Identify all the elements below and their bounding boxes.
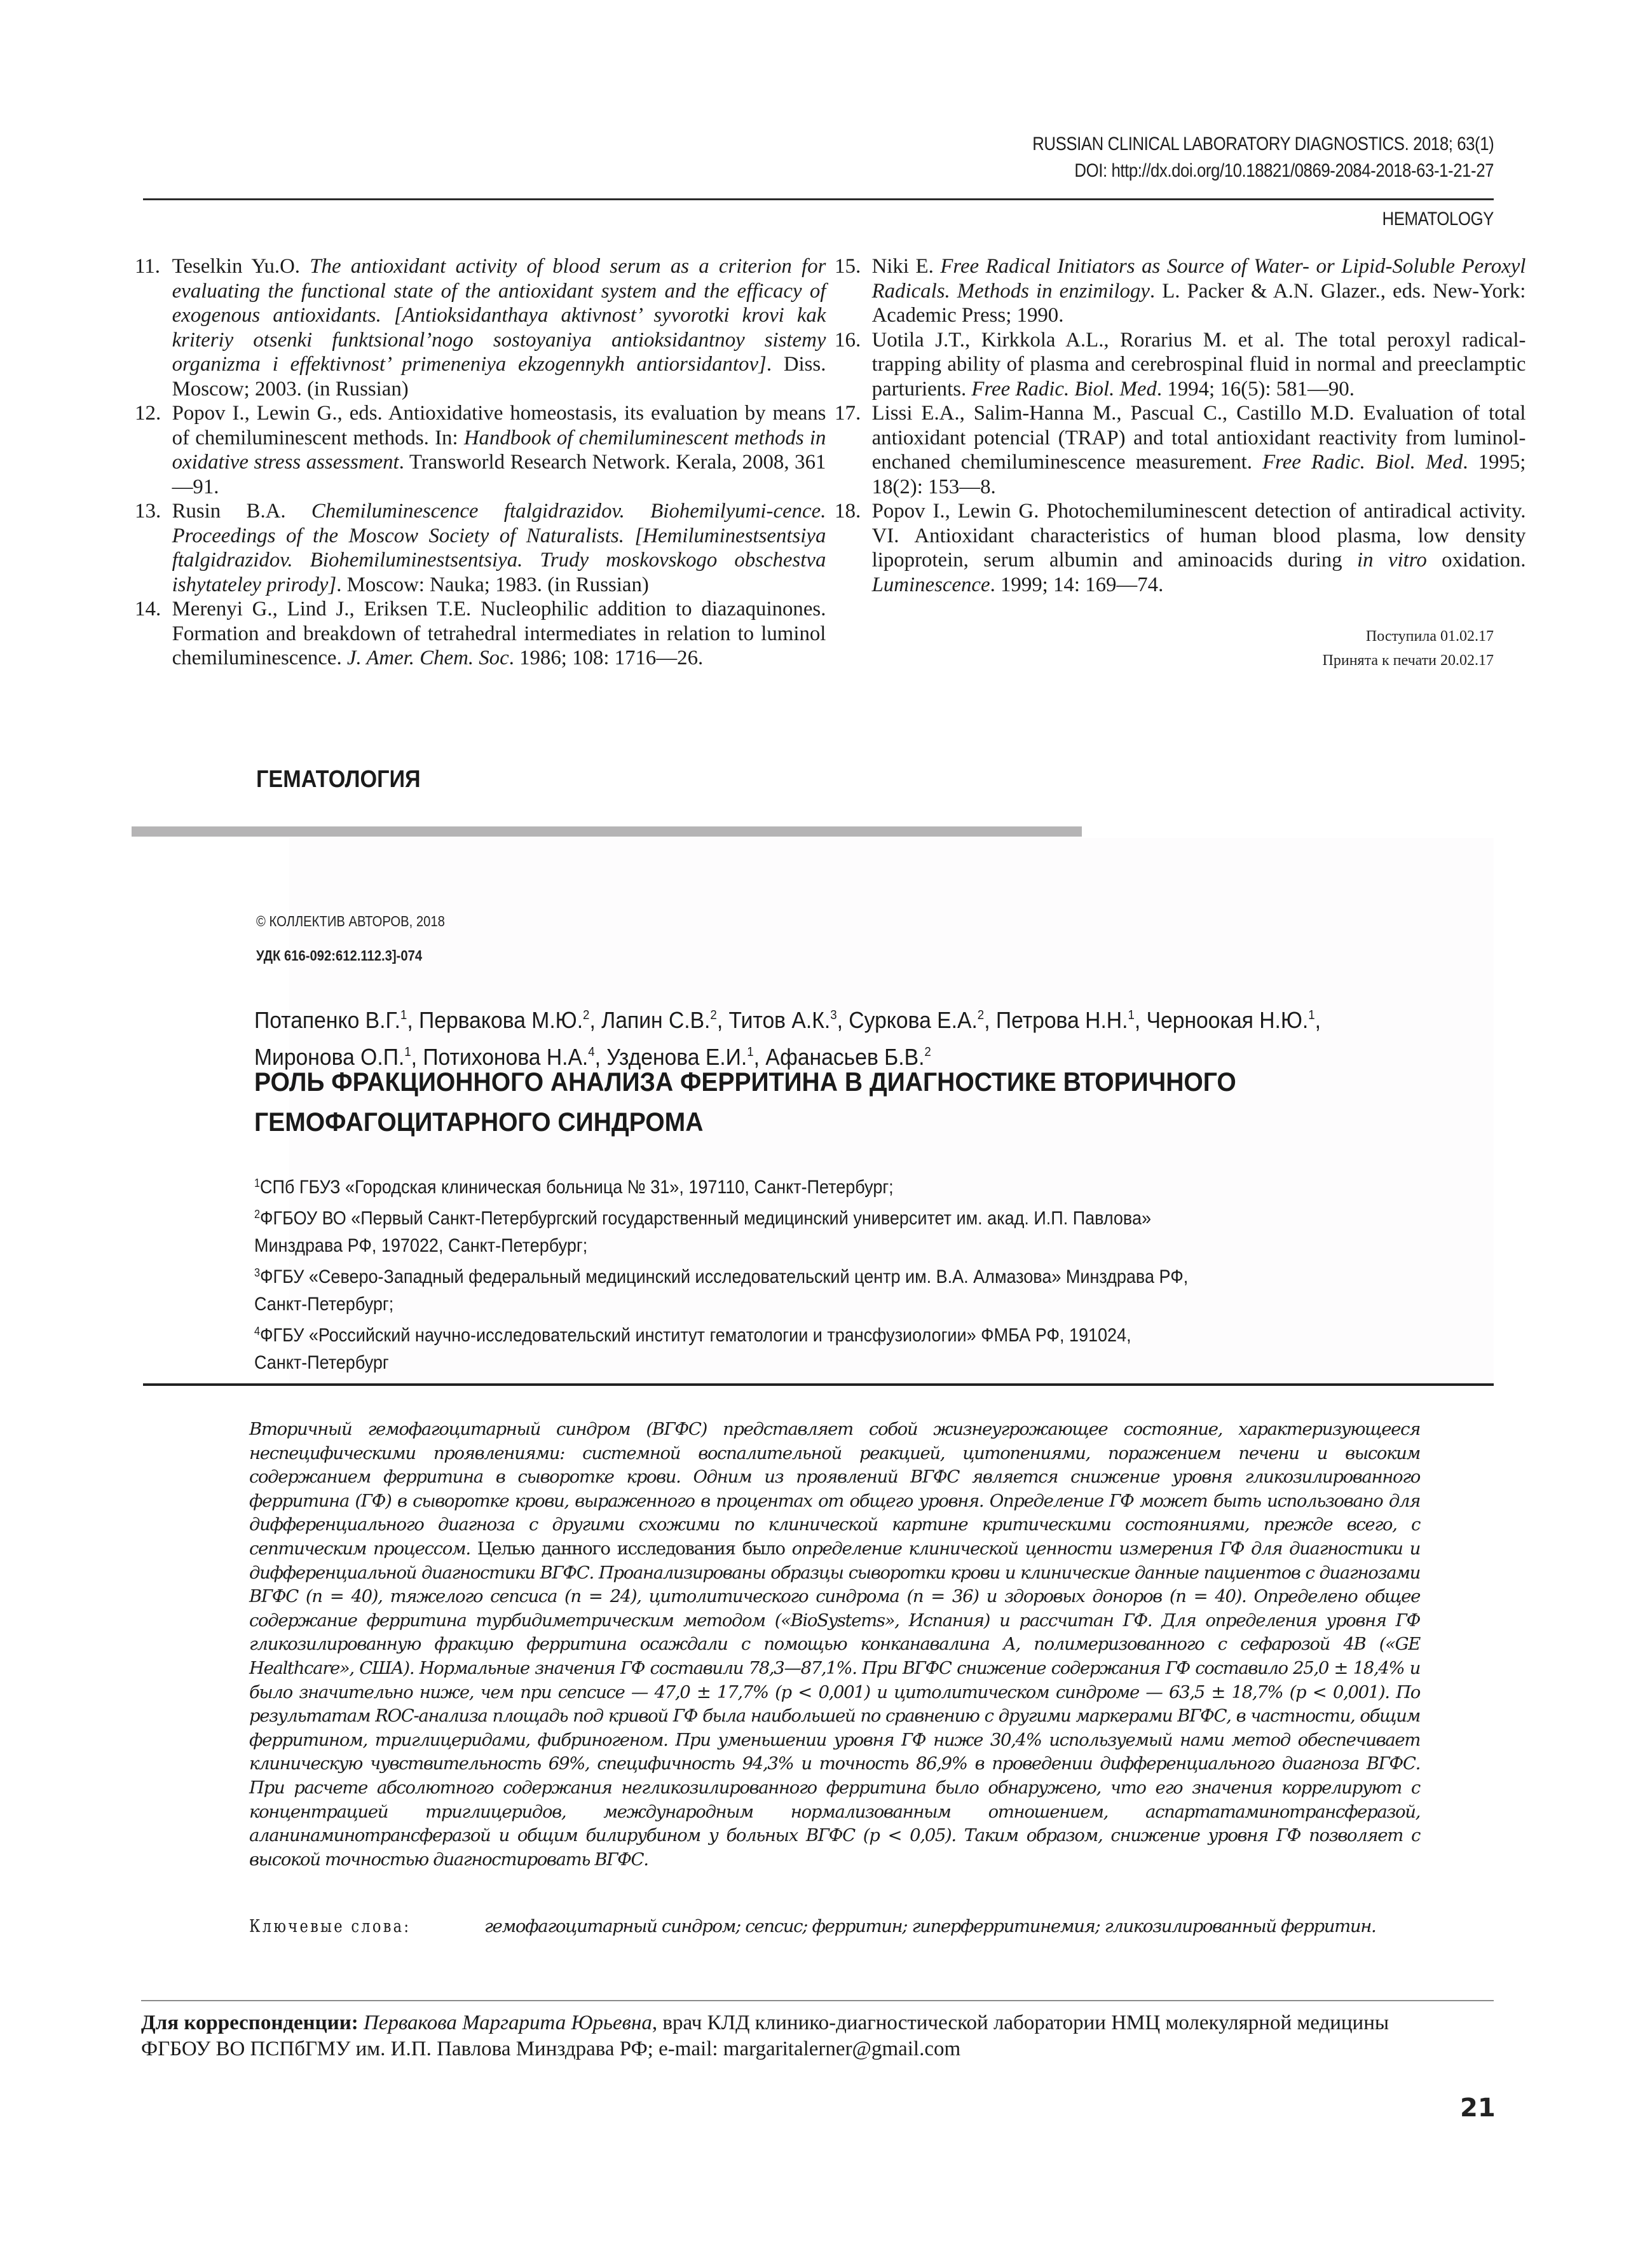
author-affiliation-index: 1 bbox=[1128, 1008, 1135, 1022]
author-affiliation-index: 1 bbox=[404, 1045, 411, 1059]
abstract bbox=[249, 1418, 1420, 1872]
copyright: © КОЛЛЕКТИВ АВТОРОВ, 2018 bbox=[256, 913, 445, 929]
section-bar bbox=[132, 826, 1082, 837]
author-affiliation-index: 2 bbox=[924, 1045, 931, 1059]
author-affiliation-index: 2 bbox=[710, 1008, 717, 1022]
accepted-date: Принята к печати 20.02.17 bbox=[1322, 652, 1494, 669]
keywords-text: гемофагоцитарный синдром; сепсис; ферритин; гиперферритинемия; гликозилированный ферритин. bbox=[484, 1916, 1376, 1936]
reference-number: 11. bbox=[135, 255, 161, 278]
reference-italic: The antioxidant activity of blood serum as a criterion for evaluating the functional state of the antioxidant system and the efficacy of exogenous antioxidants. [Antioksidanthaya aktivnost’ syvorotki krovi kak kriteriy otsenki funktsional’nogo sostoyaniya antioksidantnoy sistemy organizma i effektivnost’ primeneniya ekzogennykh antiorsidantov] bbox=[172, 255, 826, 376]
reference-plain: . 1994; 16(5): 581—90. bbox=[1156, 377, 1355, 401]
reference-number: 15. bbox=[835, 255, 861, 278]
author-separator: , bbox=[411, 1044, 423, 1070]
affiliation-text: ФГБОУ ВО «Первый Санкт-Петербургский государственный медицинский университет им. акад. И.П. Павлова» bbox=[260, 1208, 1151, 1229]
reference-italic: Chemiluminescence ftalgidrazidov. Biohemilyumi-cence. Proceedings of the Moscow Society of Naturalists. [Hemiluminestsentsiya ftalgidrazidov. Biohemiluminestsentsiya. Trudy moskovskogo obschestva ishytateley prirody] bbox=[172, 500, 826, 596]
author-affiliation-index: 1 bbox=[400, 1008, 407, 1022]
affiliation-text: ФГБУ «Северо-Западный федеральный медицинский исследовательский центр им. В.А. Алмазова» Минздрава РФ, bbox=[260, 1266, 1189, 1287]
abstract-part-3: определение клинической ценности измерения ГФ для диагностики и дифференциальной диагностики ВГФС. Проанализированы образцы сыворотки крови и клинические данные пациентов с диагнозами ВГФС (n = 40), тяжелого сепсиса (n = 24), цитолитического синдрома (n = 36) и здоровых доноров (n = 40). Определено общее содержание ферритина турбидиметрическим методом («BioSystems», Испания) и рассчитан ГФ. Для определения уровня ГФ гликозилированную фракцию ферритина осаждали с помощью конканавалина А, полимеризованного с сефарозой 4B («GE Healthcare», США). Нормальные значения ГФ составили 78,3—87,1%. При ВГФС снижение содержания ГФ составило 25,0 ± 18,4% и было значительно ниже, чем при сепсисе — 47,0 ± 17,7% (p < 0,001) и цитолитическом синдроме — 63,5 ± 18,7% (p < 0,001). По результатам ROC-анализа площадь под кривой ГФ была наибольшей по сравнению с другими маркерами ВГФС, в частности, общим ферритином, триглицеридами, фибриногеном. При уменьшении уровня ГФ ниже 30,4% используемый нами метод обеспечивает клиническую чувствительность 69%, специфичность 94,3% и точность 86,9% в проведении дифференциального диагноза ВГФС. При расчете абсолютного содержания негликозилированного ферритина было обнаружено, что его значения коррелируют с концентрацией триглицеридов, международным нормализованным отношением, аспартатаминотрансферазой, аланинаминотрансферазой и общим билирубином у больных ВГФС (p < 0,05). Таким образом, снижение уровня ГФ позволяет с высокой точностью диагностировать ВГФС. bbox=[249, 1538, 1420, 1870]
reference-item bbox=[135, 254, 828, 401]
author-name: Титов А.К. bbox=[728, 1007, 831, 1033]
reference-text bbox=[172, 254, 826, 401]
reference-item bbox=[835, 254, 1527, 328]
author-name: Черноокая Н.Ю. bbox=[1146, 1007, 1309, 1033]
reference-item bbox=[135, 499, 828, 597]
reference-plain: Popov I., Lewin G. Photochemiluminescent detection of antiradical activity. VI. Antioxidant characteristics of human blood plasma, low density lipoprotein, serum albumin and aminoacids during bbox=[871, 500, 1526, 572]
author-name: Афанасьев Б.В. bbox=[765, 1044, 925, 1070]
affiliations bbox=[254, 1170, 1500, 1376]
affiliation-text: ФГБУ «Российский научно-исследовательский институт гематологии и трансфузиологии» ФМБА РФ, 191024, bbox=[260, 1325, 1131, 1346]
reference-plain: . 1999; 14: 169—74. bbox=[990, 573, 1164, 596]
reference-text bbox=[872, 499, 1526, 597]
reference-italic: in vitro bbox=[1356, 549, 1427, 572]
reference-italic: Handbook of chemiluminescent methods in oxidative stress assessment bbox=[172, 426, 826, 474]
article-title-line-2: ГЕМОФАГОЦИТАРНОГО СИНДРОМА bbox=[254, 1107, 704, 1137]
page-number: 21 bbox=[1460, 2093, 1496, 2123]
running-header-journal: RUSSIAN CLINICAL LABORATORY DIAGNOSTICS. 2018; 63(1) bbox=[1032, 134, 1494, 154]
reference-item bbox=[835, 499, 1527, 597]
reference-italic: J. Amer. Chem. Soc bbox=[346, 647, 509, 669]
author-separator: , bbox=[984, 1007, 996, 1033]
references-right-column bbox=[835, 254, 1527, 597]
reference-plain: . Moscow: Nauka; 1983. (in Russian) bbox=[336, 573, 649, 596]
udk-code: УДК 616-092:612.112.3]-074 bbox=[256, 947, 423, 964]
reference-plain: oxidation. bbox=[1426, 549, 1526, 572]
reference-text bbox=[172, 401, 826, 499]
reference-number: 18. bbox=[835, 500, 861, 523]
keywords-label: Ключевые слова: bbox=[249, 1916, 411, 1936]
correspondence-label: Для корреспонденции: bbox=[141, 2011, 358, 2034]
header-rule bbox=[143, 198, 1494, 200]
author-name: Потихонова Н.А. bbox=[423, 1044, 589, 1070]
author-separator: , bbox=[753, 1044, 766, 1070]
affiliation-index: 2 bbox=[254, 1208, 261, 1221]
section-title: ГЕМАТОЛОГИЯ bbox=[256, 766, 421, 793]
running-header-doi[interactable]: DOI: http://dx.doi.org/10.18821/0869-2084-2018-63-1-21-27 bbox=[1074, 160, 1494, 181]
affiliation-text: СПб ГБУЗ «Городская клиническая больница № 31», 197110, Санкт-Петербург; bbox=[260, 1177, 894, 1198]
author-name: Узденова Е.И. bbox=[606, 1044, 747, 1070]
reference-plain: Niki E. bbox=[871, 255, 941, 278]
affiliation-line bbox=[254, 1170, 1376, 1201]
article-title bbox=[254, 1062, 1310, 1142]
affiliation-index: 4 bbox=[254, 1325, 261, 1338]
footnote-rule bbox=[141, 2000, 1494, 2001]
author-affiliation-index: 1 bbox=[747, 1045, 754, 1059]
author-separator: , bbox=[716, 1007, 729, 1033]
reference-number: 13. bbox=[135, 500, 161, 523]
author-affiliation-index: 2 bbox=[977, 1008, 985, 1022]
author-separator: , bbox=[407, 1007, 420, 1033]
reference-italic: Free Radical Initiators as Source of Water- or Lipid-Soluble Peroxyl Radicals. Methods in enzimilogy bbox=[871, 255, 1526, 303]
keywords bbox=[249, 1915, 1420, 1939]
received-date: Поступила 01.02.17 bbox=[1365, 628, 1494, 645]
reference-item bbox=[135, 401, 828, 499]
reference-italic: Free Radic. Biol. Med bbox=[971, 377, 1157, 401]
reference-italic: Free Radic. Biol. Med bbox=[1262, 451, 1463, 474]
affiliation-index: 3 bbox=[254, 1266, 261, 1279]
reference-item bbox=[135, 597, 828, 671]
reference-plain: Popov I., Lewin G., eds. Antioxidative homeostasis, its evaluation by means of chemiluminescent methods. In: bbox=[172, 402, 826, 449]
author-name: Суркова Е.А. bbox=[849, 1007, 978, 1033]
author-separator: , bbox=[836, 1007, 849, 1033]
reference-text bbox=[872, 328, 1526, 402]
references-left-column bbox=[135, 254, 828, 671]
reference-text bbox=[872, 401, 1526, 499]
reference-text bbox=[172, 499, 826, 597]
author-name: Петрова Н.Н. bbox=[995, 1007, 1128, 1033]
reference-plain: . L. Packer & A.N. Glazer., eds. New-York: Academic Press; 1990. bbox=[871, 279, 1526, 327]
author-affiliation-index: 2 bbox=[583, 1008, 590, 1022]
affiliation-index: 1 bbox=[254, 1177, 261, 1189]
author-name: Потапенко В.Г. bbox=[254, 1007, 400, 1033]
article-title-line-1: РОЛЬ ФРАКЦИОННОГО АНАЛИЗА ФЕРРИТИНА В ДИАГНОСТИКЕ ВТОРИЧНОГО bbox=[254, 1067, 1236, 1097]
author-separator: , bbox=[1134, 1007, 1147, 1033]
author-name: Лапин С.В. bbox=[601, 1007, 711, 1033]
affiliation-line bbox=[254, 1259, 1376, 1291]
author-separator: , bbox=[589, 1007, 602, 1033]
reference-plain: Rusin B.A. bbox=[172, 500, 311, 523]
reference-plain: Lissi E.A., Salim-Hanna M., Pascual C., Castillo M.D. Evaluation of total antioxidant potencial (TRAP) and total antioxidant reactivity from luminol-enchaned chemiluminescence measurement. bbox=[871, 402, 1526, 474]
author-name: Миронова О.П. bbox=[254, 1044, 405, 1070]
affiliation-line bbox=[254, 1201, 1376, 1232]
reference-item bbox=[835, 401, 1527, 499]
authors-line bbox=[254, 999, 1419, 1036]
author-separator: , bbox=[594, 1044, 607, 1070]
affiliation-continuation: Минздрава РФ, 197022, Санкт-Петербург; bbox=[254, 1235, 588, 1256]
reference-plain: . Transworld Research Network. Kerala, 2008, 361—91. bbox=[172, 451, 826, 498]
reference-italic: Luminescence bbox=[871, 573, 990, 596]
affiliations-rule bbox=[143, 1383, 1494, 1386]
author-affiliation-index: 3 bbox=[830, 1008, 837, 1022]
reference-text bbox=[872, 254, 1526, 328]
reference-plain: Uotila J.T., Kirkkola A.L., Rorarius M. et al. The total peroxyl radical-trapping ability of plasma and cerebrospinal fluid in normal and preeclamptic parturients. bbox=[871, 328, 1526, 401]
abstract-part-2: Целью данного исследования было bbox=[477, 1538, 785, 1559]
reference-plain: . 1995; 18(2): 153—8. bbox=[871, 451, 1526, 498]
reference-number: 12. bbox=[135, 402, 161, 425]
affiliation-line bbox=[254, 1318, 1376, 1349]
reference-item bbox=[835, 328, 1527, 402]
reference-plain: . 1986; 108: 1716—26. bbox=[509, 647, 704, 669]
author-name: Первакова М.Ю. bbox=[419, 1007, 584, 1033]
reference-number: 17. bbox=[835, 402, 861, 425]
author-affiliation-index: 1 bbox=[1308, 1008, 1315, 1022]
running-header-section: HEMATOLOGY bbox=[1382, 209, 1494, 229]
author-separator: , bbox=[1314, 1007, 1321, 1033]
author-affiliation-index: 4 bbox=[588, 1045, 595, 1059]
affiliation-continuation: Санкт-Петербург; bbox=[254, 1294, 394, 1315]
reference-number: 14. bbox=[135, 598, 161, 620]
correspondence-name: Первакова Маргарита Юрьевна bbox=[363, 2011, 652, 2034]
reference-plain: Teselkin Yu.O. bbox=[172, 255, 310, 278]
abstract-part-1: Вторичный гемофагоцитарный синдром (ВГФС) представляет собой жизнеугрожающее состояние, характеризующееся неспецифическими проявлениями: системной воспалительной реакцией, цитопениями, поражением печени и высоким содержанием ферритина в сыворотке крови. Одним из проявлений ВГФС является снижение уровня гликозилированного ферритина (ГФ) в сыворотке крови, выраженного в процентах от общего уровня. Определение ГФ может быть использовано для дифференциального диагноза с другими схожими по клинической картине критическими состояниями, прежде всего, с септическим процессом. bbox=[249, 1419, 1420, 1559]
reference-plain: Merenyi G., Lind J., Eriksen T.E. Nucleophilic addition to diazaquinones. Formation and breakdown of tetrahedral intermediates in relation to luminol chemiluminescence. bbox=[172, 598, 826, 669]
correspondence-line-1: , врач КЛД клинико-диагностической лаборатории НМЦ молекулярной медицины bbox=[652, 2011, 1389, 2034]
correspondence-line-2: ФГБОУ ВО ПСПбГМУ им. И.П. Павлова Минздрава РФ; e-mail: margaritalerner@gmail.com bbox=[141, 2037, 961, 2060]
correspondence bbox=[141, 2010, 1495, 2062]
reference-plain: . Diss. Moscow; 2003. (in Russian) bbox=[172, 353, 826, 401]
affiliation-continuation: Санкт-Петербург bbox=[254, 1352, 389, 1373]
reference-number: 16. bbox=[835, 328, 861, 352]
reference-text bbox=[172, 597, 826, 671]
